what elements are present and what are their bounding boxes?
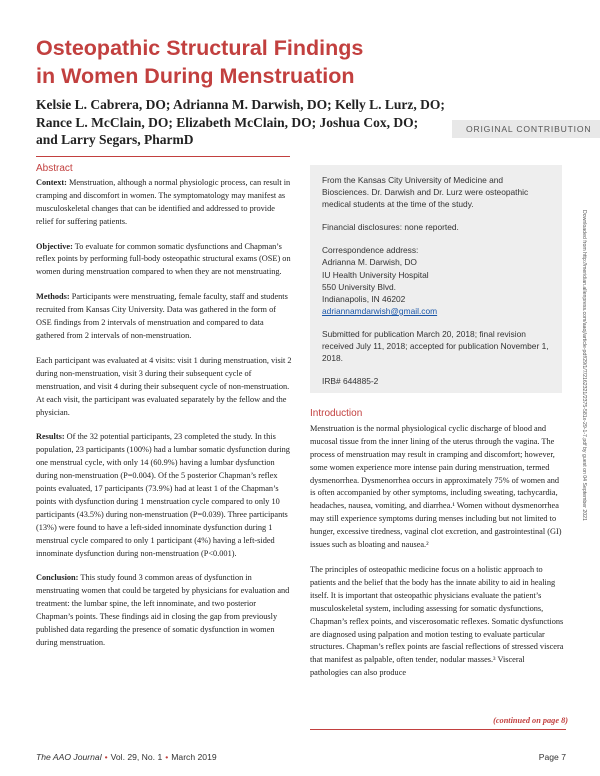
section-tag: ORIGINAL CONTRIBUTION <box>452 120 600 138</box>
authors-line-2: Rance L. McClain, DO; Elizabeth McClain, DO; Joshua Cox, DO; <box>36 114 419 130</box>
journal-issue: Vol. 29, No. 1 <box>110 752 163 762</box>
conclusion-label: Conclusion: <box>36 573 79 583</box>
continued-on-link[interactable]: (continued on page 8) <box>493 716 568 725</box>
article-title <box>36 34 436 90</box>
authors-line-1: Kelsie L. Cabrera, DO; Adrianna M. Darwish, DO; Kelly L. Lurz, DO; <box>36 97 445 112</box>
authors-line-3: and Larry Segars, PharmD <box>36 132 194 147</box>
submission-dates: Submitted for publication March 20, 2018; final revision received July 11, 2018; accepted for publication November 1, 2018. <box>322 328 549 364</box>
footer-separator: • <box>104 752 108 762</box>
affiliation-note: From the Kansas City University of Medicine and Biosciences. Dr. Darwish and Dr. Lurz were osteopathic medical students at the time of the study. <box>322 175 529 210</box>
context-label: Context: <box>36 177 67 187</box>
abstract-context <box>36 177 292 229</box>
abstract-objective <box>36 241 292 280</box>
abstract-methods-visits: Each participant was evaluated at 4 visits: visit 1 during menstruation, visit 2 during non-menstruation, visit 3 during their subsequent cycle of menstruation, and visit 4 during their subsequent cycle of non-menstruation. At each visit, the participant was evaluated separately by the fellow and the physician. <box>36 355 292 417</box>
introduction-column <box>310 408 564 692</box>
page-number: Page 7 <box>538 752 566 762</box>
download-watermark-text: Downloaded from http://meridian.allenpress.com/aaoj/article-pdf/29/1/7/2162321/2375-581x-29-1-7.pdf by guest on 04 September 2021 <box>581 210 587 521</box>
footer-separator: • <box>165 752 169 762</box>
disclosures-note: Financial disclosures: none reported. <box>322 222 459 233</box>
context-text: Menstruation, although a normal physiologic process, can result in cramping and discomfort in women. The symptomatology may manifest as musculoskeletal changes that can be identified and addressed to provide relief for suffering patients. <box>36 177 291 226</box>
introduction-paragraph-1: Menstruation is the normal physiological cyclic discharge of blood and mucosal tissue from the inner lining of the uterus through the vagina. The process of menstruation may result in cramping and discomfort; however, some women experience more intense pain during menstruation, termed dysmenorrhea. Dysmenorrhea occurs in approximately 75% of women and is often accompanied by other symptoms, including sweating, tachycardia, headaches, nausea, vomiting, and diarrhea.¹ Women without dysmenorrhea may still experience symptoms during menses including but not limited to hunger, excessive tiredness, vaginal clot excretion, and gastrointestinal (GI) issues such as bloating and nausea.² <box>310 423 562 550</box>
author-list <box>36 96 456 149</box>
abstract-results <box>36 431 292 560</box>
abstract-methods <box>36 291 292 343</box>
results-text: Of the 32 potential participants, 23 completed the study. In this population, 23 participants (100%) had a lumbar somatic dysfunction during one menstrual cycle, with only 14 (60.9%) having a lumbar dysfunction during non-menstruation (P=0.004). Of the 5 posterior Chapman’s reflex points evaluated, 17 participants (73.9%) had at least 1 of the Chapman’s points with dysfunction during 1 menstruation cycle compared to only 10 participants (43.5%) during non-menstruation (P=0.039). Three participants (13%) were found to have a left-sided innominate dysfunction during 1 menstrual cycle compared to only 1 participant (4%) having a left-sided innominate dysfunction during non-menstruation (P<0.001). <box>36 432 290 558</box>
download-watermark <box>580 210 594 620</box>
correspondence-block <box>322 244 552 317</box>
abstract-conclusion <box>36 572 292 649</box>
title-line-2: in Women During Menstruation <box>36 64 355 88</box>
methods-text: Participants were menstruating, female faculty, staff and students recruited from Kansas City University. Data was gathered in the form of OSE findings from 2 intervals of menstruation and compared to data gathered from 2 intervals of non-menstruation. <box>36 292 288 340</box>
results-label: Results: <box>36 432 65 442</box>
introduction-paragraph-2: The principles of osteopathic medicine focus on a holistic approach to patients and the belief that the body has the innate ability to aid in healing itself. It is important that osteopathic physicians evaluate the patient’s musculoskeletal system, including assessing for somatic dysfunctions, Chapman’s reflex points, and viscerosomatic reflexes. Somatic dysfunctions are diagnosed using palpation and motion testing to evaluate particular structures. Chapman’s reflex points are fascial reflections of stressed viscera that manifest as palpable, often tender, nodular masses.³ Visceral pathologies can also produce <box>310 564 564 678</box>
correspondence-hospital: IU Health University Hospital <box>322 269 429 280</box>
journal-footer <box>36 752 217 762</box>
introduction-heading: Introduction <box>310 408 363 419</box>
correspondence-email-link[interactable]: adriannamdarwish@gmail.com <box>322 305 438 316</box>
journal-name: The AAO Journal <box>36 752 102 762</box>
journal-date: March 2019 <box>171 752 217 762</box>
objective-label: Objective: <box>36 241 73 251</box>
correspondence-street: 550 University Blvd. <box>322 281 397 292</box>
abstract-heading: Abstract <box>36 163 73 174</box>
correspondence-name: Adrianna M. Darwish, DO <box>322 257 417 268</box>
conclusion-text: This study found 3 common areas of dysfunction in menstruating women that could be targeted by physicians for evaluation and treatment: the lumbar spine, the left innominate, and two posterior Chapman’s points. These findings aid in closing the gap from previously published data regarding the presence of somatic dysfunction in women during menstruation. <box>36 573 290 647</box>
correspondence-city: Indianapolis, IN 46202 <box>322 293 406 304</box>
column-bottom-divider <box>310 729 566 730</box>
abstract-divider <box>36 156 290 157</box>
abstract-column <box>36 163 292 662</box>
irb-number: IRB# 644885-2 <box>322 376 379 387</box>
methods-label: Methods: <box>36 292 70 302</box>
correspondence-label: Correspondence address: <box>322 245 419 256</box>
objective-text: To evaluate for common somatic dysfunctions and Chapman’s reflex points by performing full-body osteopathic structural exams (OSE) on women during menstruation compared to when they are not menstruating. <box>36 241 291 277</box>
title-line-1: Osteopathic Structural Findings <box>36 36 364 60</box>
author-info-box <box>310 165 562 393</box>
